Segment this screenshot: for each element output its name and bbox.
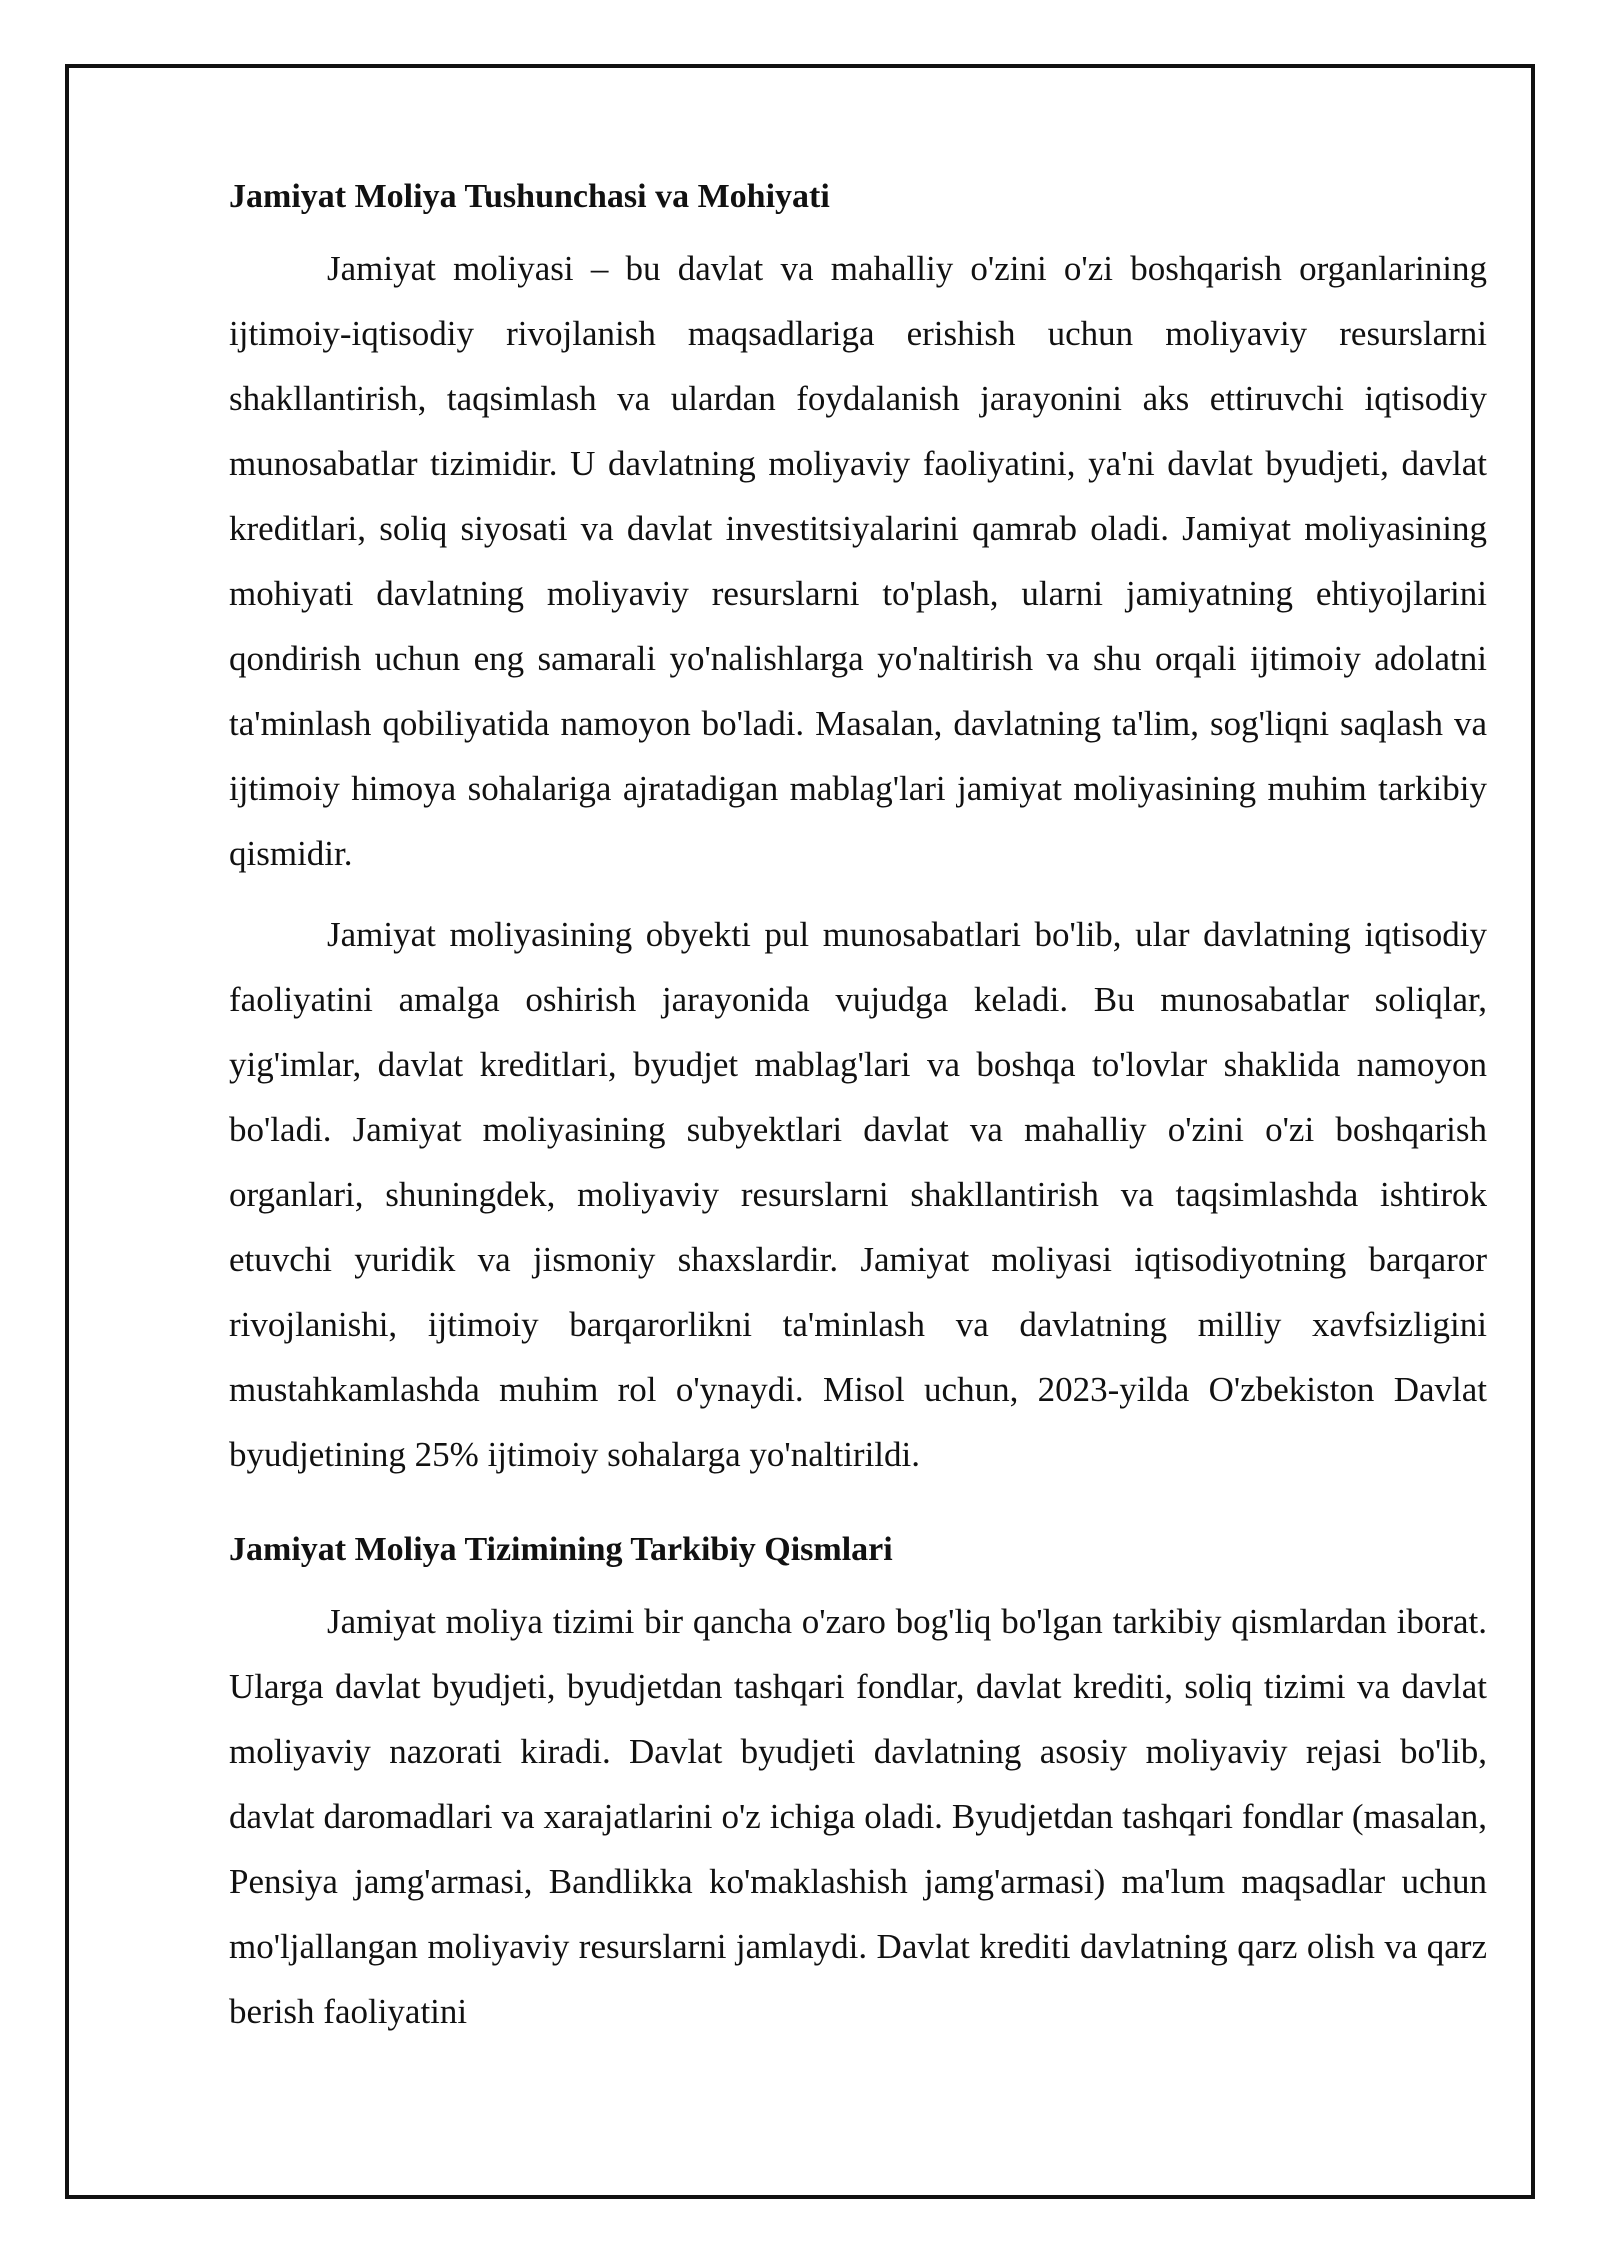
section-heading: Jamiyat Moliya Tizimining Tarkibiy Qismlari bbox=[229, 1531, 893, 1568]
paragraph: Jamiyat moliyasining obyekti pul munosabatlari bo'lib, ular davlatning iqtisodiy faoliyatini amalga oshirish jarayonida vujudga keladi. Bu munosabatlar soliqlar, yig'imlar, davlat kreditlari, byudjet mablag'lari va boshqa to'lovlar shaklida namoyon bo'ladi. Jamiyat moliyasining subyektlari davlat va mahalliy o'zini o'zi boshqarish organlari, shuningdek, moliyaviy resurslarni shakllantirish va taqsimlashda ishtirok etuvchi yuridik va jismoniy shaxslardir. Jamiyat moliyasi iqtisodiyotning barqaror rivojlanishi, ijtimoiy barqarorlikni ta'minlash va davlatning milliy xavfsizligini mustahkamlashda muhim rol o'ynaydi. Misol uchun, 2023-yilda O'zbekiston Davlat byudjetining 25% ijtimoiy sohalarga yo'naltirildi. bbox=[229, 915, 1487, 1474]
document-body bbox=[229, 172, 1487, 2044]
section-heading: Jamiyat Moliya Tushunchasi va Mohiyati bbox=[229, 178, 830, 215]
paragraph: Jamiyat moliya tizimi bir qancha o'zaro bog'liq bo'lgan tarkibiy qismlardan iborat. Ularga davlat byudjeti, byudjetdan tashqari fondlar, davlat krediti, soliq tizimi va davlat moliyaviy nazorati kiradi. Davlat byudjeti davlatning asosiy moliyaviy rejasi bo'lib, davlat daromadlari va xarajatlarini o'z ichiga oladi. Byudjetdan tashqari fondlar (masalan, Pensiya jamg'armasi, Bandlikka ko'maklashish jamg'armasi) ma'lum maqsadlar uchun mo'ljallangan moliyaviy resurslarni jamlaydi. Davlat krediti davlatning qarz olish va qarz berish faoliyatini bbox=[229, 1602, 1487, 2031]
paragraph: Jamiyat moliyasi – bu davlat va mahalliy o'zini o'zi boshqarish organlarining ijtimoiy-iqtisodiy rivojlanish maqsadlariga erishish uchun moliyaviy resurslarni shakllantirish, taqsimlash va ulardan foydalanish jarayonini aks ettiruvchi iqtisodiy munosabatlar tizimidir. U davlatning moliyaviy faoliyatini, ya'ni davlat byudjeti, davlat kreditlari, soliq siyosati va davlat investitsiyalarini qamrab oladi. Jamiyat moliyasining mohiyati davlatning moliyaviy resurslarni to'plash, ularni jamiyatning ehtiyojlarini qondirish uchun eng samarali yo'nalishlarga yo'naltirish va shu orqali ijtimoiy adolatni ta'minlash qobiliyatida namoyon bo'ladi. Masalan, davlatning ta'lim, sog'liqni saqlash va ijtimoiy himoya sohalariga ajratadigan mablag'lari jamiyat moliyasining muhim tarkibiy qismidir. bbox=[229, 249, 1487, 873]
